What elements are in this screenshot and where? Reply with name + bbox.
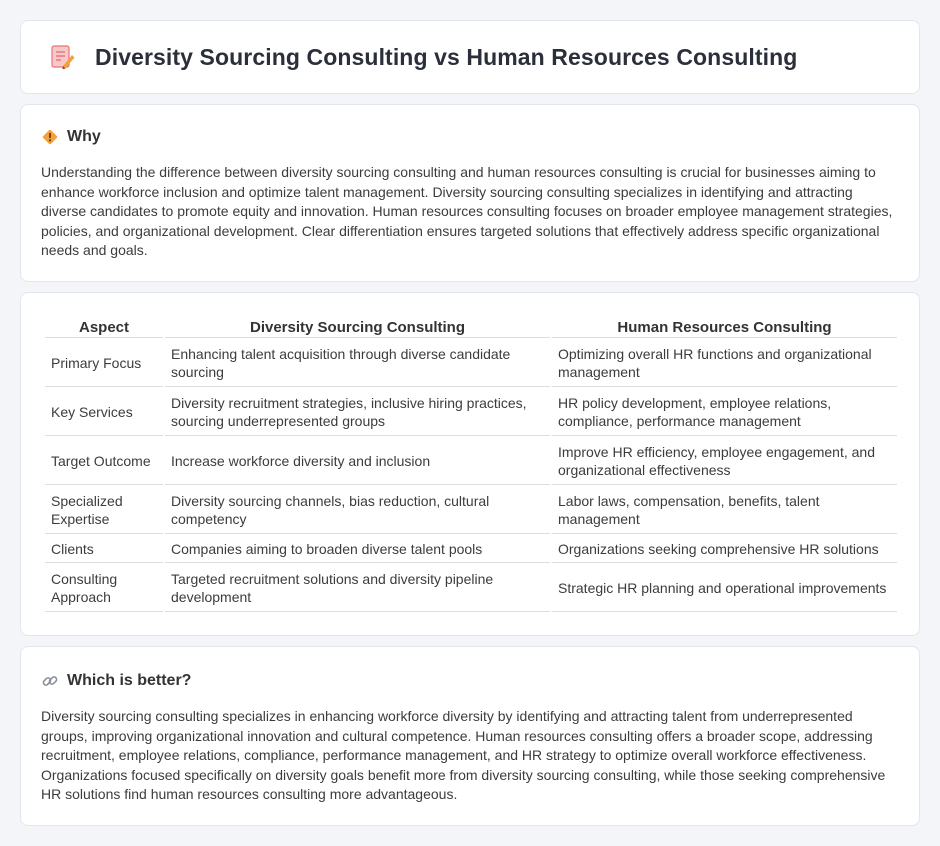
cell-hr: Organizations seeking comprehensive HR solutions (552, 536, 897, 563)
table-row (45, 389, 897, 436)
table-row (45, 487, 897, 534)
link-icon (41, 672, 59, 690)
page-title: Diversity Sourcing Consulting vs Human Resources Consulting (95, 43, 798, 70)
cell-aspect: Primary Focus (45, 340, 163, 387)
cell-diversity: Increase workforce diversity and inclusion (165, 438, 550, 485)
which-section (20, 646, 920, 826)
why-heading: Why (67, 128, 101, 145)
cell-aspect: Specialized Expertise (45, 487, 163, 534)
table-header-row (45, 315, 897, 338)
header-diversity: Diversity Sourcing Consulting (165, 315, 550, 338)
diamond-warning-icon (41, 128, 59, 146)
cell-hr: Labor laws, compensation, benefits, talent management (552, 487, 897, 534)
header-hr: Human Resources Consulting (552, 315, 897, 338)
cell-aspect: Target Outcome (45, 438, 163, 485)
comparison-table (43, 313, 899, 614)
table-row (45, 536, 897, 563)
which-paragraph: Diversity sourcing consulting specializes in enhancing workforce diversity by identifying and attracting talent from underrepresented groups, improving organizational innovation and cultural competence. Human resources consulting offers a broader scope, addressing recruitment, employee relations, compliance, performance management, and HR strategy to optimize overall workforce effectiveness. Organizations focused specifically on diversity goals benefit more from diversity sourcing consulting, while those seeking comprehensive HR solutions find human resources consulting more advantageous. (41, 708, 886, 803)
header-card (20, 20, 920, 94)
cell-diversity: Enhancing talent acquisition through diverse candidate sourcing (165, 340, 550, 387)
table-row (45, 565, 897, 612)
cell-aspect: Clients (45, 536, 163, 563)
which-heading: Which is better? (67, 672, 192, 689)
cell-hr: Strategic HR planning and operational improvements (552, 565, 897, 612)
why-section (20, 104, 920, 282)
which-header (41, 669, 899, 693)
cell-hr: Improve HR efficiency, employee engagement, and organizational effectiveness (552, 438, 897, 485)
comparison-section (20, 292, 920, 636)
cell-diversity: Diversity recruitment strategies, inclusive hiring practices, sourcing underrepresented groups (165, 389, 550, 436)
cell-aspect: Key Services (45, 389, 163, 436)
cell-hr: HR policy development, employee relations, compliance, performance management (552, 389, 897, 436)
header-aspect: Aspect (45, 315, 163, 338)
why-header (41, 125, 899, 149)
cell-diversity: Companies aiming to broaden diverse talent pools (165, 536, 550, 563)
table-row (45, 340, 897, 387)
table-row (45, 438, 897, 485)
cell-aspect: Consulting Approach (45, 565, 163, 612)
cell-hr: Optimizing overall HR functions and organizational management (552, 340, 897, 387)
cell-diversity: Targeted recruitment solutions and diversity pipeline development (165, 565, 550, 612)
document-edit-icon (47, 42, 77, 72)
why-paragraph: Understanding the difference between diversity sourcing consulting and human resources consulting is crucial for businesses aiming to enhance workforce inclusion and optimize talent management. Diversity sourcing consulting specializes in identifying and attracting diverse candidates to promote equity and innovation. Human resources consulting focuses on broader employee management strategies, policies, and organizational development. Clear differentiation ensures targeted solutions that effectively address specific organizational needs and goals. (41, 164, 893, 259)
cell-diversity: Diversity sourcing channels, bias reduction, cultural competency (165, 487, 550, 534)
